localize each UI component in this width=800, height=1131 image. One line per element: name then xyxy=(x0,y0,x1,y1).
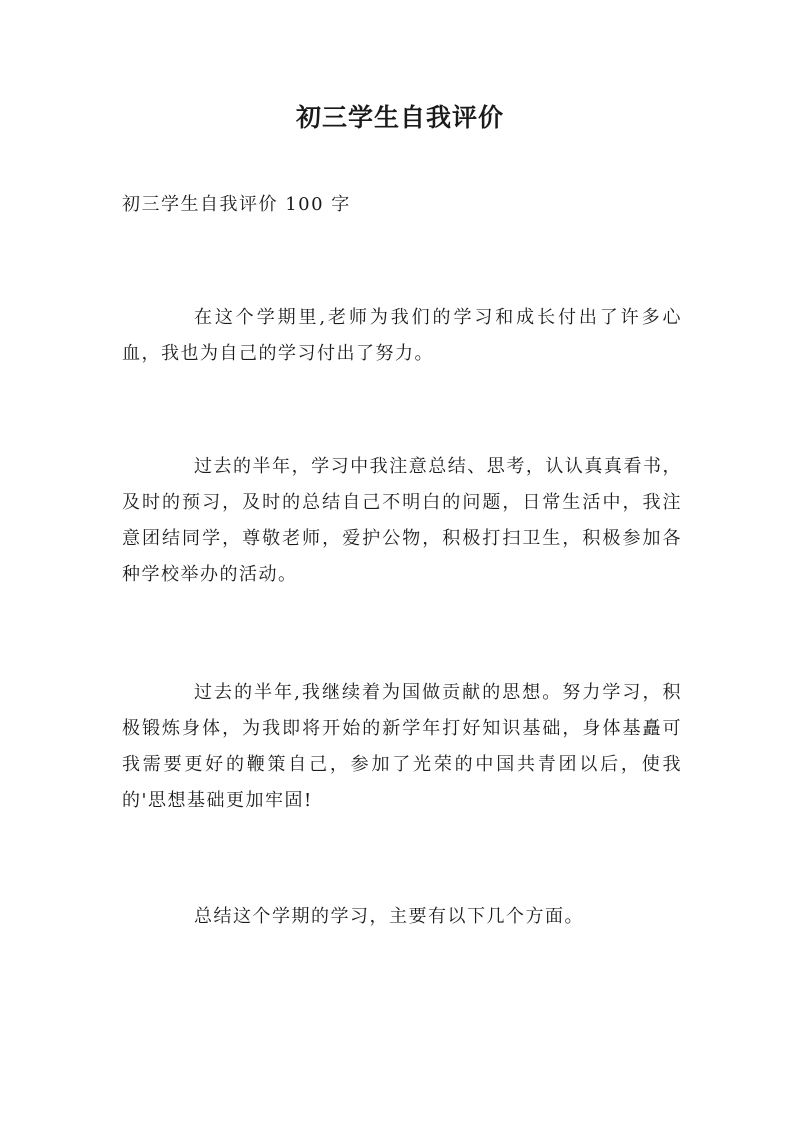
paragraph-3: 过去的半年,我继续着为国做贡献的思想。努力学习，积极锻炼身体，为我即将开始的新学年打好知识基础，身体基矗可我需要更好的鞭策自己，参加了光荣的中国共青团以后，使我的'思想基础更加牢固! xyxy=(122,682,682,811)
paragraph-2: 过去的半年，学习中我注意总结、思考，认认真真看书，及时的预习，及时的总结自己不明白的问题，日常生活中，我注意团结同学，尊敬老师，爱护公物，积极打扫卫生，积极参加各种学校举办的活动。 xyxy=(122,456,682,585)
paragraph-1: 在这个学期里,老师为我们的学习和成长付出了许多心血，我也为自己的学习付出了努力。 xyxy=(122,307,682,364)
document-title: 初三学生自我评价 xyxy=(295,103,504,132)
paragraph-4: 总结这个学期的学习，主要有以下几个方面。 xyxy=(194,906,584,927)
document-subtitle: 初三学生自我评价 100 字 xyxy=(122,194,351,215)
